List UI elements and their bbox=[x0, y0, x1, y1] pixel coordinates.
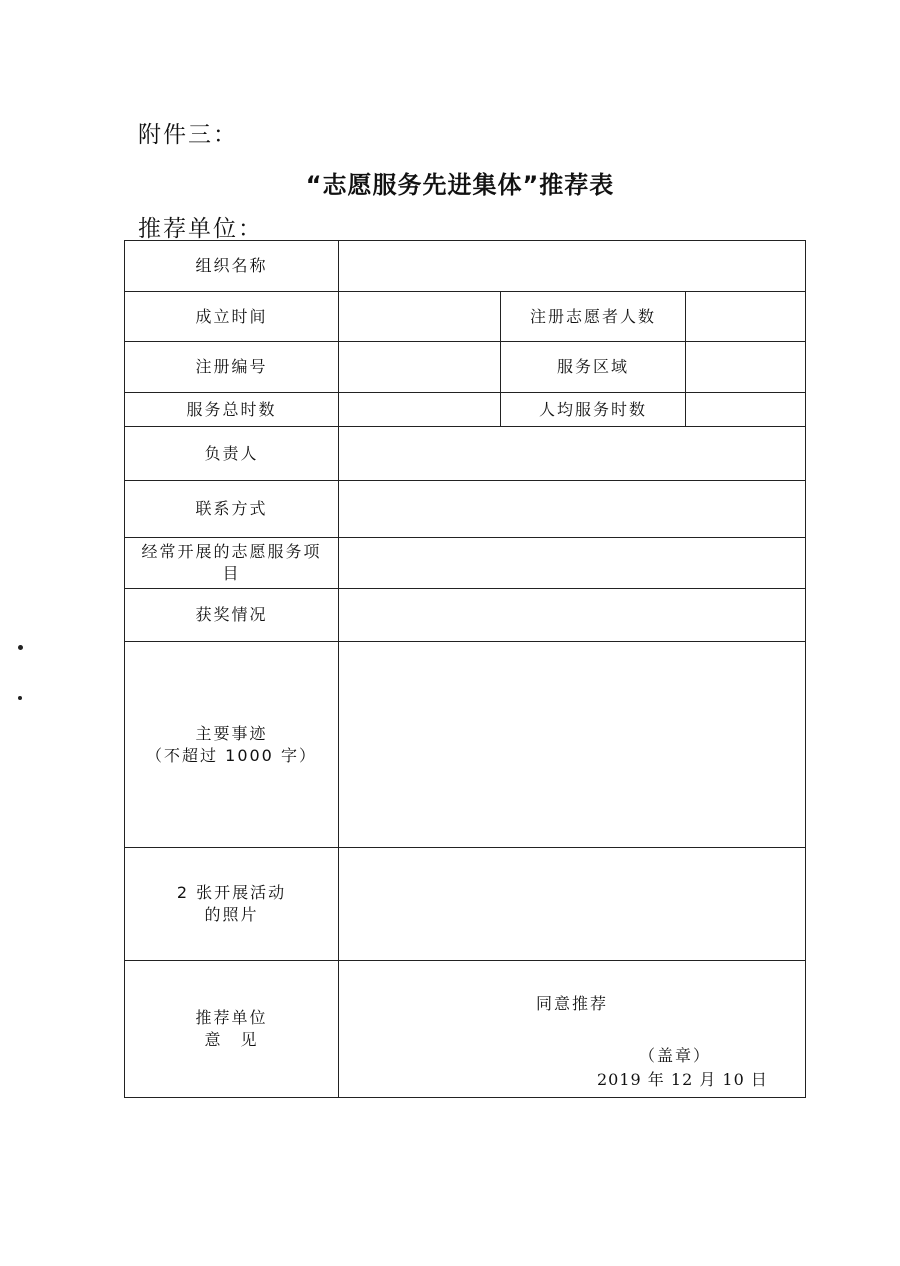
contact-field[interactable] bbox=[339, 481, 806, 538]
volunteer-count-field[interactable] bbox=[686, 292, 806, 342]
table-row bbox=[125, 292, 806, 342]
table-row bbox=[125, 589, 806, 642]
photos-label-line2: 的照片 bbox=[204, 905, 259, 924]
scan-mark bbox=[18, 645, 23, 650]
leader-label: 负责人 bbox=[125, 427, 339, 481]
opinion-label-line1: 推荐单位 bbox=[195, 1008, 268, 1027]
projects-field[interactable] bbox=[339, 538, 806, 589]
photos-field[interactable] bbox=[339, 848, 806, 961]
total-hours-field[interactable] bbox=[339, 393, 501, 427]
org-name-label: 组织名称 bbox=[125, 241, 339, 292]
org-name-field[interactable] bbox=[339, 241, 806, 292]
table-row bbox=[125, 342, 806, 393]
seal-label: （盖章） bbox=[639, 1046, 712, 1065]
awards-label: 获奖情况 bbox=[125, 589, 339, 642]
deeds-label-line1: 主要事迹 bbox=[195, 723, 268, 743]
document-title: “志愿服务先进集体”推荐表 bbox=[305, 171, 615, 199]
volunteer-count-label: 注册志愿者人数 bbox=[501, 292, 686, 342]
reg-number-field[interactable] bbox=[339, 342, 501, 393]
recommending-unit-label: 推荐单位： bbox=[138, 216, 263, 242]
projects-label-line1: 经常开展的志愿服务项 bbox=[141, 542, 322, 561]
founded-label: 成立时间 bbox=[125, 292, 339, 342]
contact-label: 联系方式 bbox=[125, 481, 339, 538]
table-row bbox=[125, 393, 806, 427]
service-area-field[interactable] bbox=[686, 342, 806, 393]
attachment-label: 附件三： bbox=[138, 122, 238, 148]
deeds-field[interactable] bbox=[339, 642, 806, 848]
avg-hours-label: 人均服务时数 bbox=[501, 393, 686, 427]
service-area-label: 服务区域 bbox=[501, 342, 686, 393]
table-row bbox=[125, 961, 806, 1098]
table-row bbox=[125, 848, 806, 961]
photos-label-line1: 2 张开展活动 bbox=[176, 883, 287, 902]
table-row bbox=[125, 481, 806, 538]
scan-mark bbox=[18, 696, 22, 700]
avg-hours-field[interactable] bbox=[686, 393, 806, 427]
opinion-label bbox=[125, 961, 339, 1098]
founded-field[interactable] bbox=[339, 292, 501, 342]
table-row bbox=[125, 241, 806, 292]
projects-label-line2: 目 bbox=[222, 564, 241, 583]
photos-label bbox=[125, 848, 339, 961]
opinion-text: 同意推荐 bbox=[536, 994, 609, 1013]
opinion-field[interactable] bbox=[339, 961, 806, 1098]
opinion-label-line2: 意 见 bbox=[204, 1030, 259, 1049]
table-row bbox=[125, 538, 806, 589]
projects-label bbox=[125, 538, 339, 589]
reg-number-label: 注册编号 bbox=[125, 342, 339, 393]
total-hours-label: 服务总时数 bbox=[125, 393, 339, 427]
leader-field[interactable] bbox=[339, 427, 806, 481]
table-row bbox=[125, 427, 806, 481]
recommendation-form-table bbox=[124, 240, 806, 1098]
awards-field[interactable] bbox=[339, 589, 806, 642]
opinion-date: 2019 年 12 月 10 日 bbox=[597, 1070, 768, 1089]
deeds-label bbox=[125, 642, 339, 848]
table-row bbox=[125, 642, 806, 848]
deeds-label-line2: （不超过 1000 字） bbox=[146, 745, 317, 765]
